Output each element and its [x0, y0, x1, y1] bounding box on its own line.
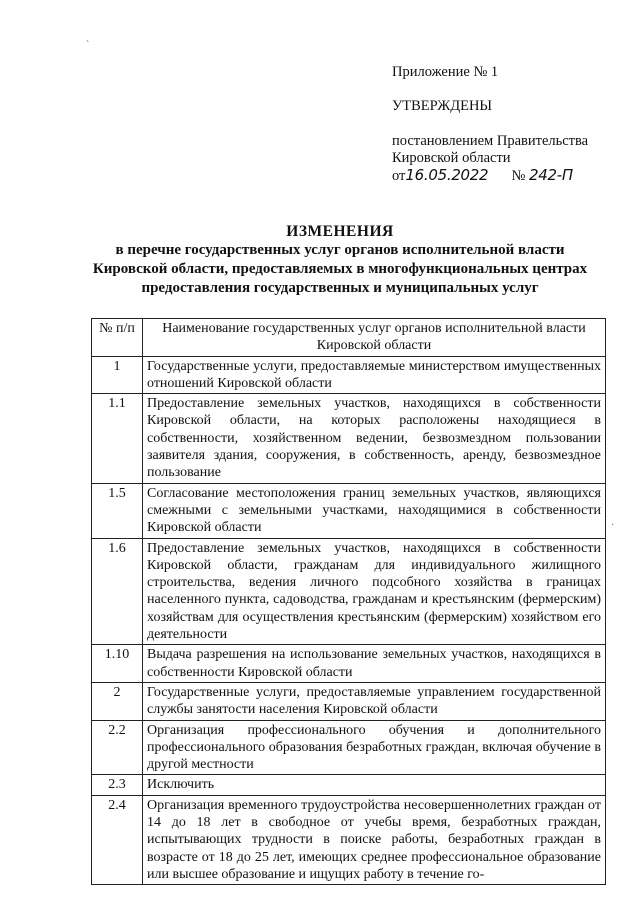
table-row [92, 795, 606, 884]
date-prefix: от [392, 168, 406, 184]
title-line-2: Кировской области, предоставляемых в многофункциональных центрах [92, 261, 588, 277]
decree-line-2: Кировской области [392, 150, 511, 166]
header-num: № п/п [92, 319, 143, 357]
decree-line-1: постановлением Правительства [392, 133, 589, 149]
row-text: Государственные услуги, предоставляемые министерством имущественных отношений Кировской области [143, 356, 606, 394]
row-num: 2 [92, 682, 143, 720]
handwritten-date: 16.05.2022 [405, 166, 489, 184]
table-header-row [92, 319, 606, 357]
title-line-1: в перечне государственных услуг органов исполнительной власти [115, 242, 565, 258]
table-row [92, 720, 606, 775]
row-num: 2.2 [92, 720, 143, 775]
row-num: 1.6 [92, 538, 143, 645]
services-table [91, 318, 606, 885]
row-num: 1.5 [92, 483, 143, 538]
appendix-label: Приложение № 1 [392, 64, 499, 80]
table-row [92, 394, 606, 483]
scan-speck: ` [86, 40, 90, 51]
row-num: 2.3 [92, 775, 143, 795]
row-num: 1.10 [92, 645, 143, 683]
approved-label: УТВЕРЖДЕНЫ [392, 98, 493, 114]
table-row [92, 645, 606, 683]
row-text: Предоставление земельных участков, находящихся в собственности Кировской области, на которых расположены находящиеся в собственности, хозяйственном ведении, безвозмездном пользовании заявителя здания, сооружения, в собственность, аренду, безвозмездное пользование [143, 394, 606, 483]
table-row [92, 538, 606, 645]
row-num: 1 [92, 356, 143, 394]
title-main: ИЗМЕНЕНИЯ [286, 223, 394, 240]
row-text: Предоставление земельных участков, находящихся в собственности Кировской области, гражданам для индивидуального жилищного строительства, ведения личного подсобного хозяйства в границах населенного пункта, садоводства, гражданам и крестьянским (фермерским) хозяйствам для осуществления крестьянским (фермерским) хозяйством его деятельности [143, 538, 606, 645]
table-row [92, 356, 606, 394]
table-row [92, 483, 606, 538]
row-text: Исключить [143, 775, 606, 795]
row-text: Выдача разрешения на использование земельных участков, находящихся в собственности Кировской области [143, 645, 606, 683]
row-num: 2.4 [92, 795, 143, 884]
header-name: Наименование государственных услуг органов исполнительной власти Кировской области [143, 319, 606, 357]
row-num: 1.1 [92, 394, 143, 483]
row-text: Согласование местоположения границ земельных участков, являющихся смежными с земельными участками, находящимися в собственности Кировской области [143, 483, 606, 538]
row-text: Организация профессионального обучения и дополнительного профессионального образования безработных граждан, включая обучение в другой местности [143, 720, 606, 775]
number-prefix: № [511, 168, 526, 184]
table-row [92, 775, 606, 795]
title-line-3: предоставления государственных и муниципальных услуг [141, 280, 539, 296]
handwritten-number: 242-П [529, 166, 573, 184]
decree-date-number [392, 167, 573, 185]
row-text: Организация временного трудоустройства несовершеннолетних граждан от 14 до 18 лет в свободное от учебы время, безработных граждан, испытывающих трудности в поиске работы, безработных граждан в возрасте от 18 до 25 лет, имеющих среднее профессиональное образование или высшее образование и ищущих работу в течение го- [143, 795, 606, 884]
row-text: Государственные услуги, предоставляемые управлением государственной службы занятости населения Кировской области [143, 682, 606, 720]
table-row [92, 682, 606, 720]
margin-mark: · [611, 520, 615, 531]
document-title [60, 222, 620, 298]
